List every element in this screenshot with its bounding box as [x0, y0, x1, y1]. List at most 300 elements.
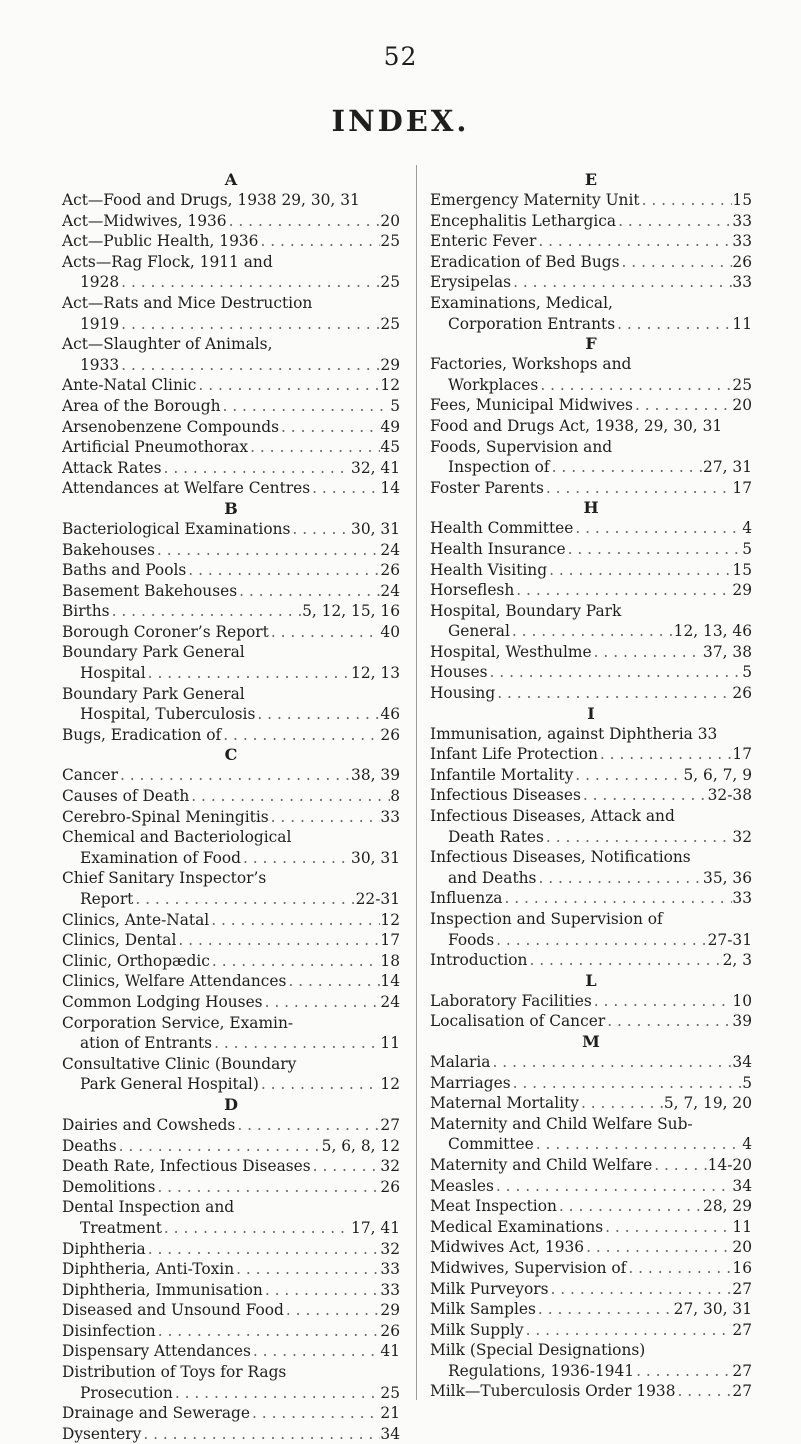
entry-page-numbers: 30, 31 — [351, 519, 400, 538]
index-entry — [62, 1136, 400, 1157]
entry-text: Boundary Park General — [62, 643, 245, 662]
dot-leader — [510, 621, 674, 642]
entry-page-numbers: 29 — [380, 355, 400, 374]
dot-leader — [616, 211, 732, 232]
entry-text: Cerebro-Spinal Meningitis — [62, 807, 269, 826]
index-entry — [430, 354, 752, 395]
dot-leader — [250, 1403, 380, 1424]
index-entry — [430, 806, 752, 847]
entry-text: Diphtheria — [62, 1239, 146, 1258]
page-title: INDEX. — [331, 104, 470, 138]
entry-text: Milk (Special Designations) — [430, 1341, 646, 1360]
entry-text: Introduction — [430, 951, 528, 970]
dot-leader — [146, 1239, 381, 1260]
index-entry — [430, 478, 752, 499]
dot-leader — [626, 1258, 732, 1279]
entry-text: Foods — [448, 930, 495, 949]
index-section-l — [430, 971, 752, 1032]
entry-text: Bacteriological Examinations — [62, 519, 291, 538]
index-entry — [62, 396, 400, 417]
index-entry — [430, 518, 752, 539]
entry-line — [430, 1176, 752, 1197]
index-entry — [430, 416, 752, 437]
entry-page-numbers: 20 — [732, 396, 752, 415]
entry-text: Health Committee — [430, 519, 574, 538]
entry-text: Births — [62, 602, 110, 621]
index-entry — [62, 1403, 400, 1424]
entry-line — [62, 992, 400, 1013]
entry-line — [430, 1134, 752, 1155]
entry-line — [430, 642, 752, 663]
entry-line — [430, 601, 752, 622]
entry-text: and Deaths — [448, 868, 537, 887]
entry-text: Emergency Maternity Unit — [430, 191, 640, 209]
entry-text: Boundary Park General — [62, 684, 245, 703]
section-letter: C — [224, 745, 238, 765]
entry-line — [62, 765, 400, 786]
entry-line — [62, 1321, 400, 1342]
entry-line — [62, 642, 400, 663]
entry-line — [430, 252, 752, 273]
entry-line — [430, 375, 752, 396]
entry-text: Health Insurance — [430, 539, 566, 558]
entry-line — [62, 930, 400, 951]
index-entry — [62, 1013, 400, 1054]
entry-line — [430, 1320, 752, 1341]
entry-text: Clinic, Orthopædic — [62, 951, 210, 970]
entry-page-numbers: 12 — [380, 1075, 400, 1094]
dot-leader — [579, 1093, 664, 1114]
entry-page-numbers: 27 — [732, 1279, 752, 1298]
entry-text: Clinics, Welfare Attendances — [62, 972, 287, 991]
entry-line — [430, 1155, 752, 1176]
entry-line — [62, 458, 400, 479]
entry-page-numbers: 26 — [380, 561, 400, 580]
dot-leader — [269, 807, 381, 828]
entry-text: Dysentery — [62, 1424, 142, 1443]
entry-page-numbers: 5 — [742, 539, 752, 558]
entry-line — [62, 704, 400, 725]
entry-text: General — [448, 622, 510, 641]
entry-page-numbers: 27 — [732, 1361, 752, 1380]
dot-leader — [592, 642, 703, 663]
dot-leader — [488, 662, 743, 683]
index-entry — [430, 601, 752, 642]
index-column-right — [430, 170, 752, 1402]
entry-page-numbers: 27, 30, 31 — [673, 1300, 752, 1319]
index-entry — [62, 560, 400, 581]
index-entry — [430, 765, 752, 786]
entry-line — [62, 293, 400, 314]
dot-leader — [524, 1320, 733, 1341]
entry-page-numbers: 17, 41 — [351, 1218, 400, 1237]
entry-page-numbers: 11 — [380, 1034, 400, 1053]
dot-leader — [220, 396, 390, 417]
index-entry — [430, 683, 752, 704]
index-entry — [430, 539, 752, 560]
entry-text: Maternity and Child Welfare Sub- — [430, 1114, 693, 1133]
entry-page-numbers: 25 — [732, 375, 752, 394]
index-entry — [62, 190, 400, 211]
entry-line — [62, 334, 400, 355]
index-entry — [430, 1340, 752, 1381]
entry-line — [62, 1177, 400, 1198]
entry-text: Acts—Rag Flock, 1911 and — [62, 252, 273, 271]
entry-text: Causes of Death — [62, 787, 190, 806]
index-entry — [430, 1217, 752, 1238]
entry-line — [430, 744, 752, 765]
dot-leader — [557, 1196, 703, 1217]
entry-page-numbers: 33 — [380, 1280, 400, 1299]
dot-leader — [544, 827, 732, 848]
entry-line — [430, 991, 752, 1012]
entry-page-numbers: 17 — [732, 745, 752, 764]
index-entry — [430, 190, 752, 211]
entry-text: Treatment — [80, 1218, 162, 1237]
entry-line — [62, 231, 400, 252]
entry-page-numbers: 2, 3 — [722, 951, 752, 970]
dot-leader — [652, 1155, 707, 1176]
entry-text: Infectious Diseases, Notifications — [430, 848, 691, 867]
index-entry — [430, 1279, 752, 1300]
dot-leader — [615, 314, 732, 335]
index-section-i — [430, 704, 752, 971]
entry-text: 1933 — [80, 355, 120, 374]
entry-line — [62, 314, 400, 335]
entry-text: Health Visiting — [430, 560, 548, 579]
entry-page-numbers: 20 — [380, 211, 400, 230]
entry-line — [62, 1136, 400, 1157]
dot-leader — [536, 868, 703, 889]
entry-page-numbers: 32, 41 — [351, 458, 400, 477]
entry-text: Horseflesh — [430, 581, 515, 600]
entry-page-numbers: 33 — [732, 232, 752, 251]
index-entry — [62, 1197, 400, 1238]
entry-line — [430, 868, 752, 889]
entry-line — [62, 396, 400, 417]
index-entry — [430, 252, 752, 273]
entry-text: Area of the Borough — [62, 396, 221, 415]
entry-line — [430, 930, 752, 951]
entry-line — [62, 1239, 400, 1260]
entry-page-numbers: 27 — [380, 1115, 400, 1134]
dot-leader — [491, 1052, 733, 1073]
index-entry — [430, 744, 752, 765]
index-entry — [62, 417, 400, 438]
dot-leader — [259, 1074, 381, 1095]
index-entry — [430, 560, 752, 581]
dot-leader — [189, 786, 390, 807]
entry-text: Death Rate, Infectious Diseases — [62, 1157, 311, 1176]
entry-line — [430, 683, 752, 704]
index-entry — [62, 1280, 400, 1301]
entry-line — [62, 519, 400, 540]
index-section-b — [62, 499, 400, 746]
index-entry — [430, 642, 752, 663]
entry-text: Encephalitis Lethargica — [430, 211, 617, 230]
entry-text: Drainage and Sewerage — [62, 1404, 250, 1423]
entry-line — [430, 806, 752, 827]
entry-page-numbers: 33 — [732, 273, 752, 292]
index-entry — [62, 765, 400, 786]
entry-text: Dairies and Cowsheds — [62, 1115, 236, 1134]
page-number: 52 — [383, 42, 418, 71]
entry-line — [62, 1362, 400, 1383]
section-letter: D — [224, 1094, 238, 1114]
entry-page-numbers: 32 — [732, 827, 752, 846]
entry-text: Artificial Pneumothorax — [62, 438, 249, 457]
entry-text: Inspection and Supervision of — [430, 910, 663, 928]
entry-line — [430, 1258, 752, 1279]
dot-leader — [162, 1218, 351, 1239]
entry-text: Infantile Mortality — [430, 765, 574, 784]
entry-line — [430, 518, 752, 539]
dot-leader — [620, 252, 733, 273]
entry-text: Enteric Fever — [430, 232, 537, 251]
entry-page-numbers: 11 — [732, 314, 752, 333]
entry-text: Food and Drugs Act, 1938, 29, 30, 31 — [430, 416, 723, 435]
index-entry — [62, 684, 400, 725]
entry-line — [430, 1381, 752, 1402]
entry-line — [62, 910, 400, 931]
entry-page-numbers: 5 — [742, 663, 752, 682]
index-entry — [430, 1155, 752, 1176]
entry-line — [430, 478, 752, 499]
entry-page-numbers: 8 — [390, 787, 400, 806]
entry-page-numbers: 38, 39 — [351, 766, 400, 785]
index-entry — [430, 1258, 752, 1279]
entry-page-numbers: 5 — [390, 396, 400, 415]
entry-text: Milk—Tuberculosis Order 1938 — [430, 1382, 676, 1401]
entry-page-numbers: 26 — [380, 725, 400, 744]
entry-text: Distribution of Toys for Rags — [62, 1363, 287, 1382]
dot-leader — [511, 272, 732, 293]
entry-page-numbers: 29 — [732, 581, 752, 600]
entry-text: Act—Slaughter of Animals, — [62, 335, 273, 354]
entry-page-numbers: 26 — [732, 252, 752, 271]
entry-text: Corporation Entrants — [448, 314, 616, 333]
index-entry — [62, 992, 400, 1013]
entry-text: Milk Samples — [430, 1300, 536, 1319]
dot-leader — [251, 1341, 381, 1362]
index-entry — [62, 868, 400, 909]
entry-page-numbers: 4 — [742, 519, 752, 538]
entry-text: Demolitions — [62, 1177, 156, 1196]
entry-page-numbers: 29 — [380, 1301, 400, 1320]
entry-text: Examinations, Medical, — [430, 293, 613, 312]
entry-line — [430, 950, 752, 971]
entry-page-numbers: 28, 29 — [703, 1197, 752, 1216]
dot-leader — [573, 765, 683, 786]
index-entry — [430, 272, 752, 293]
section-letter: F — [585, 334, 597, 354]
entry-line — [62, 1197, 400, 1218]
entry-line — [62, 375, 400, 396]
entry-line — [430, 437, 752, 458]
entry-text: Park General Hospital) — [80, 1075, 259, 1094]
entry-text: Deaths — [62, 1136, 117, 1155]
entry-page-numbers: 20 — [732, 1238, 752, 1257]
entry-page-numbers: 17 — [732, 478, 752, 497]
index-entry — [62, 1341, 400, 1362]
dot-leader — [119, 355, 380, 376]
entry-page-numbers: 25 — [380, 314, 400, 333]
entry-line — [62, 1280, 400, 1301]
dot-leader — [284, 1300, 381, 1321]
dot-leader — [634, 1361, 732, 1382]
entry-page-numbers: 16 — [732, 1258, 752, 1277]
entry-text: Clinics, Dental — [62, 931, 177, 950]
entry-page-numbers: 32-38 — [707, 786, 752, 805]
section-letter: I — [587, 703, 595, 723]
index-entry — [62, 1362, 400, 1403]
entry-line — [430, 888, 752, 909]
index-entry — [62, 786, 400, 807]
entry-page-numbers: 25 — [380, 1383, 400, 1402]
index-entry — [62, 910, 400, 931]
index-entry — [62, 211, 400, 232]
section-letter: E — [584, 170, 598, 189]
index-entry — [430, 991, 752, 1012]
dot-leader — [544, 478, 733, 499]
index-entry — [430, 1237, 752, 1258]
entry-line — [62, 684, 400, 705]
dot-leader — [263, 992, 381, 1013]
entry-page-numbers: 49 — [380, 417, 400, 436]
entry-text: Malaria — [430, 1052, 491, 1071]
entry-line — [62, 417, 400, 438]
index-entry — [62, 519, 400, 540]
entry-line — [62, 663, 400, 684]
dot-leader — [186, 560, 380, 581]
entry-page-numbers: 24 — [380, 581, 400, 600]
dot-leader — [495, 683, 732, 704]
entry-line — [430, 1114, 752, 1135]
dot-leader — [592, 991, 733, 1012]
index-entry — [62, 1424, 400, 1444]
entry-text: Chemical and Bacteriological — [62, 828, 292, 847]
entry-page-numbers: 5, 6, 7, 9 — [683, 765, 752, 784]
index-entry — [62, 458, 400, 479]
entry-line — [430, 272, 752, 293]
dot-leader — [536, 1299, 674, 1320]
entry-line — [430, 1196, 752, 1217]
entry-line — [430, 662, 752, 683]
entry-line — [430, 354, 752, 375]
dot-leader — [290, 519, 351, 540]
entry-line — [62, 1300, 400, 1321]
index-entry — [430, 211, 752, 232]
entry-text: Act—Public Health, 1936 — [62, 232, 259, 251]
entry-page-numbers: 11 — [732, 1217, 752, 1236]
dot-leader — [263, 1280, 381, 1301]
entry-line — [62, 725, 400, 746]
entry-text: Common Lodging Houses — [62, 992, 263, 1011]
entry-text: Examination of Food — [80, 848, 241, 867]
entry-line — [62, 1054, 400, 1075]
entry-text: Eradication of Bed Bugs — [430, 252, 620, 271]
entry-page-numbers: 21 — [380, 1404, 400, 1423]
entry-text: Inspection of — [448, 458, 550, 477]
entry-text: Factories, Workshops and — [430, 355, 632, 374]
entry-page-numbers: 34 — [380, 1424, 400, 1443]
entry-line — [430, 765, 752, 786]
entry-line — [62, 355, 400, 376]
entry-page-numbers: 22-31 — [355, 890, 400, 908]
dot-leader — [514, 580, 732, 601]
entry-page-numbers: 26 — [380, 1321, 400, 1340]
dot-leader — [550, 457, 703, 478]
section-letter: B — [224, 498, 238, 518]
entry-page-numbers: 24 — [380, 540, 400, 559]
dot-leader — [258, 231, 380, 252]
entry-text: Marriages — [430, 1073, 511, 1092]
entry-text: Corporation Service, Examin- — [62, 1013, 294, 1032]
index-entry — [430, 231, 752, 252]
index-entry — [430, 1114, 752, 1155]
entry-page-numbers: 14 — [380, 972, 400, 991]
entry-page-numbers: 27, 31 — [703, 458, 752, 477]
index-entry — [62, 252, 400, 293]
entry-page-numbers: 14-20 — [707, 1155, 752, 1174]
entry-line — [430, 1299, 752, 1320]
dot-leader — [633, 395, 732, 416]
entry-text: Regulations, 1936-1941 — [448, 1361, 635, 1380]
index-entry — [62, 725, 400, 746]
entry-page-numbers: 32 — [380, 1157, 400, 1176]
dot-leader — [212, 1033, 380, 1054]
entry-page-numbers: 41 — [380, 1342, 400, 1361]
index-entry — [62, 601, 400, 622]
index-entry — [430, 1093, 752, 1114]
entry-line — [62, 786, 400, 807]
entry-page-numbers: 4 — [742, 1135, 752, 1154]
index-entry — [62, 1259, 400, 1280]
entry-line — [430, 1073, 752, 1094]
entry-text: Consultative Clinic (Boundary — [62, 1054, 297, 1073]
entry-page-numbers: 34 — [732, 1176, 752, 1195]
entry-line — [62, 807, 400, 828]
entry-page-numbers: 30, 31 — [351, 848, 400, 867]
entry-line — [62, 1033, 400, 1054]
dot-leader — [536, 231, 732, 252]
index-entry — [430, 785, 752, 806]
dot-leader — [146, 663, 351, 684]
dot-leader — [527, 950, 722, 971]
entry-line — [62, 1341, 400, 1362]
dot-leader — [210, 951, 380, 972]
dot-leader — [640, 190, 733, 211]
index-entry — [62, 231, 400, 252]
entry-line — [430, 1279, 752, 1300]
index-section-c — [62, 745, 400, 1095]
index-entry — [430, 1320, 752, 1341]
index-entry — [62, 642, 400, 683]
entry-text: Erysipelas — [430, 273, 512, 292]
index-entry — [430, 1196, 752, 1217]
entry-page-numbers: 12 — [380, 376, 400, 395]
entry-text: Borough Coroner’s Report — [62, 622, 269, 641]
entry-text: Act—Rats and Mice Destruction — [62, 293, 313, 312]
entry-line — [430, 293, 752, 314]
dot-leader — [155, 540, 380, 561]
entry-text: Milk Supply — [430, 1320, 524, 1339]
dot-leader — [547, 560, 732, 581]
entry-text: Hospital — [80, 664, 146, 683]
entry-text: Chief Sanitary Inspector’s — [62, 869, 267, 888]
entry-line — [430, 827, 752, 848]
entry-page-numbers: 12, 13 — [351, 664, 400, 683]
